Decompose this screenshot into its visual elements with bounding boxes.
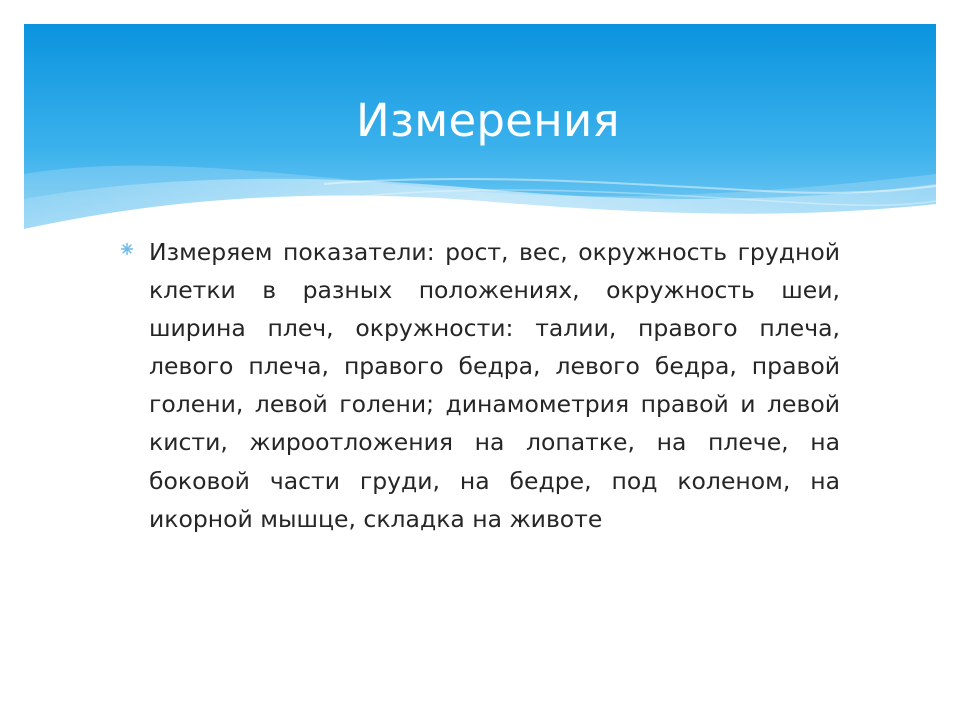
bullet-text: Измеряем показатели: рост, вес, окружность грудной клетки в разных положениях, окружность шеи, ширина плеч, окружности: талии, правого плеча, левого плеча, правого бедра, левого бедра, правой голени, левой голени; динамометрия правой и левой кисти, жироотложения на лопатке, на плече, на боковой части груди, на бедре, под коленом, на икорной мышце, складка на животе xyxy=(149,238,840,533)
slide-title: Измерения xyxy=(356,94,620,147)
asterisk-bullet-icon xyxy=(120,242,134,256)
title-banner xyxy=(24,24,936,254)
slide-content xyxy=(120,233,840,538)
list-item xyxy=(120,233,840,538)
